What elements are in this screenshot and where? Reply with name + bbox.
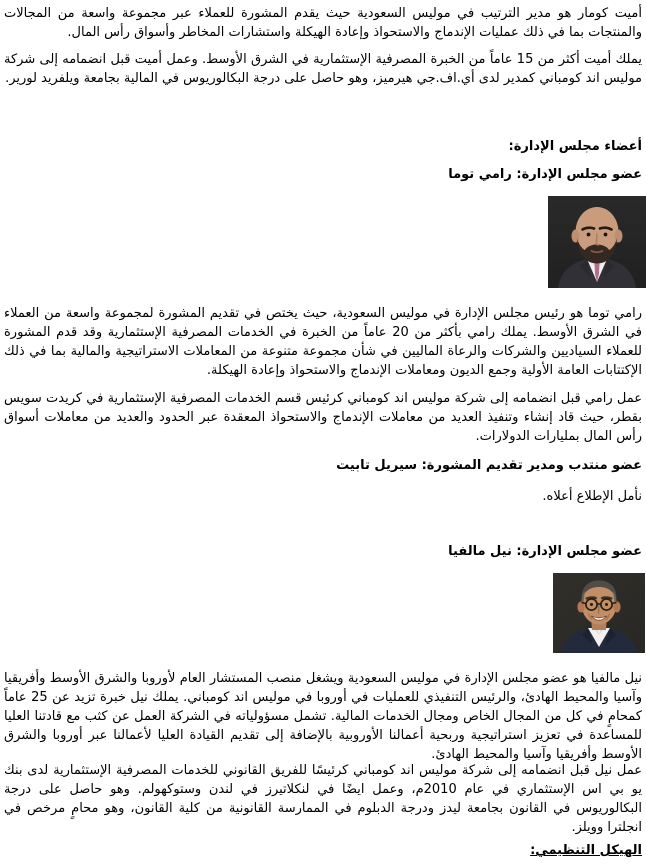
- org-structure-heading: الهيكل التنظيمي:: [530, 843, 642, 858]
- rami-touma-portrait-graphic: [548, 196, 646, 288]
- neil-malviya-photo: [553, 573, 645, 653]
- member-heading-cyril-tabet: عضو منتدب ومدير تقديم المشورة: سيريل تابيت: [336, 458, 642, 473]
- member-heading-neil-malviya: عضو مجلس الإدارة: نيل مالفيا: [448, 544, 642, 559]
- neil-malviya-portrait-graphic: [553, 573, 645, 653]
- neil-malviya-bio-paragraph-1: نيل مالفيا هو عضو مجلس الإدارة في موليس السعودية ويشغل منصب المستشار العام لأوروبا والشرق الأوسط وأفريقيا وآسيا والمحيط الهادئ، والرئيس التنفيذي للعمليات في أوروبا في موليس اند كومباني. يملك نيل خبرة تزيد عن 25 عاماً كمحامٍ في كل من المجال الخاص ومجال الخدمات المالية. تشمل مسؤولياته في الشركة العمل عن كثب مع قادتنا العليا للمساعدة في تعزيز استراتيجية وربحية أعمالنا الأوروبية بالإضافة إلى تقديم القيادة العليا لأعمالنا عبر أوروبا والشرق الأوسط وأفريقيا وآسيا والمحيط الهادئ.: [4, 671, 642, 762]
- neil-malviya-bio-paragraph-2: عمل نيل قبل انضمامه إلى شركة موليس اند كومباني كرئيسًا للفريق القانوني للخدمات المصرفية الإستثمارية لدى بنك يو بي اس الإستثماري في عام 2010م، وعمل ايضًا في لنكلاتيرز في لندن وستوكهولم. وهو حاصل على درجة البكالوريوس في القانون بجامعة ليدز ودرجة الدبلوم في الممارسة القانونية من كلية القانون، وهو محامٍ مرخص في انجلترا وويلز.: [4, 763, 642, 835]
- rami-touma-bio-paragraph-1: رامي توما هو رئيس مجلس الإدارة في موليس السعودية، حيث يختص في تقديم المشورة لمجموعة واسعة من العملاء في الشرق الأوسط. يملك رامي بأكثر من 20 عاماً من الخبرة في الخدمات المصرفية الإستثمارية وقد قدم المشورة للعملاء السياديين والشركات والرعاة الماليين في شأن مجموعة متنوعة من المعاملات الاستراتيجية والمالية بما في ذلك الإكتتابات العامة الأولية وجمع الديون ومعاملات الإندماج والاستحواذ وإعادة الهيكلة.: [4, 306, 642, 378]
- rami-touma-photo: [548, 196, 646, 288]
- member-heading-rami-touma: عضو مجلس الإدارة: رامي توما: [448, 167, 642, 182]
- rami-touma-bio-paragraph-2: عمل رامي قبل انضمامه إلى شركة موليس اند كومباني كرئيس قسم الخدمات المصرفية الإستثمارية في كريدت سويس بقطر، حيث قاد إنشاء وتنفيذ العديد من معاملات الإندماج والاستحواذ المعقدة عبر الحدود والعديد من معاملات أسواق رأس المال بمليارات الدولارات.: [4, 391, 642, 444]
- board-members-section-heading: أعضاء مجلس الإدارة:: [508, 139, 642, 154]
- cyril-tabet-note: نأمل الإطلاع أعلاه.: [542, 489, 642, 504]
- intro-paragraph-1: أميت كومار هو مدير الترتيب في موليس السعودية حيث يقدم المشورة للعملاء عبر مجموعة واسعة من المجالات والمنتجات بما في ذلك عمليات الإندماج والاستحواذ وإعادة الهيكلة واستشارات المخاطر وأسواق رأس المال.: [4, 6, 642, 40]
- intro-paragraph-2: يملك أميت أكثر من 15 عاماً من الخبرة المصرفية الإستثمارية في الشرق الأوسط. وعمل أميت قبل انضمامه إلى شركة موليس اند كومباني كمدير لدى أي.اف.جي هيرميز، وهو حاصل على درجة البكالوريوس في المالية بجامعة ويلفريد لورير.: [4, 52, 642, 86]
